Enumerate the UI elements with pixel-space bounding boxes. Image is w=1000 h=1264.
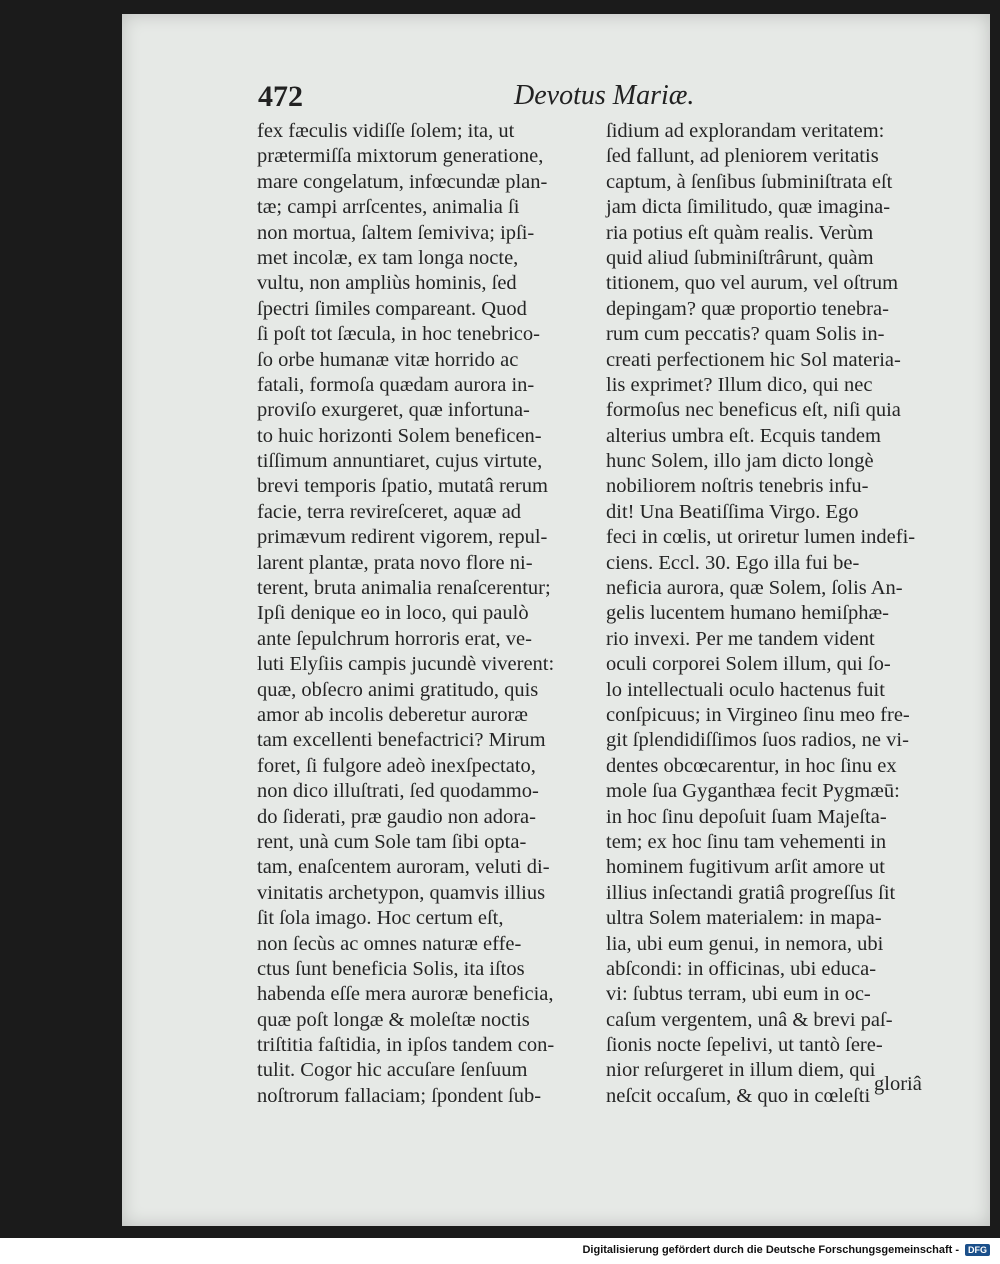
text-line: caſum vergentem, unâ & brevi paſ- <box>606 1008 893 1031</box>
text-line: lo intellectuali oculo hactenus fuit <box>606 678 885 701</box>
text-line: facie, terra revireſceret, aquæ ad <box>257 500 522 523</box>
text-line: met incolæ, ex tam longa nocte, <box>257 246 519 269</box>
text-line: primævum redirent vigorem, repul- <box>257 526 548 549</box>
text-line: ultra Solem materialem: in mapa- <box>606 907 882 930</box>
text-line: formoſus nec beneficus eſt, niſi quia <box>606 399 901 422</box>
text-line: lis exprimet? Illum dico, qui nec <box>606 373 873 396</box>
text-line: foret, ſi fulgore adeò inexſpectato, <box>257 754 536 777</box>
text-line: tam, enaſcentem auroram, veluti di- <box>257 856 550 879</box>
text-line: neficia aurora, quæ Solem, ſolis An- <box>606 577 903 600</box>
text-line: alterius umbra eſt. Ecquis tandem <box>606 424 881 447</box>
text-line: rum cum peccatis? quam Solis in- <box>606 323 885 346</box>
text-line: nobiliorem noſtris tenebris infu- <box>606 475 869 498</box>
text-line: feci in cœlis, ut oriretur lumen indefi- <box>606 526 916 549</box>
text-line: habenda eſſe mera auroræ beneficia, <box>257 983 554 1006</box>
text-line: luti Elyſiis campis jucundè viverent: <box>257 653 555 676</box>
text-line: dentes obcœcarentur, in hoc ſinu ex <box>606 754 897 777</box>
text-line: oculi corporei Solem illum, qui ſo- <box>606 653 891 676</box>
text-line: do ſiderati, præ gaudio non adora- <box>257 805 536 828</box>
text-line: ſed fallunt, ad pleniorem veritatis <box>606 145 879 168</box>
text-line: tem; ex hoc ſinu tam vehementi in <box>606 830 887 853</box>
text-line: proviſo exurgeret, quæ infortuna- <box>257 399 530 422</box>
text-line: tiſſimum annuntiaret, cujus virtute, <box>257 450 543 473</box>
text-line: noſtrorum fallaciam; ſpondent ſub- <box>257 1084 542 1107</box>
text-line: nior reſurgeret in illum diem, qui <box>606 1059 876 1082</box>
text-line: ſidium ad explorandam veritatem: <box>606 120 885 142</box>
text-line: in hoc ſinu depoſuit ſuam Majeſta- <box>606 805 887 828</box>
text-line: ſi poſt tot ſæcula, in hoc tenebrico- <box>257 323 540 346</box>
text-line: mole ſua Gyganthæa fecit Pygmæū: <box>606 780 900 803</box>
text-line: jam dicta ſimilitudo, quæ imagina- <box>606 196 891 219</box>
text-line: titionem, quo vel aurum, vel oſtrum <box>606 272 899 295</box>
text-line: quæ, obſecro animi gratitudo, quis <box>257 678 539 701</box>
text-line: ſionis nocte ſepelivi, ut tantò ſere- <box>606 1034 883 1057</box>
text-line: to huic horizonti Solem beneficen- <box>257 424 542 447</box>
text-line: tam excellenti benefactrici? Mirum <box>257 729 546 752</box>
text-line: ciens. Eccl. 30. Ego illa fui be- <box>606 551 860 574</box>
text-line: git ſplendidiſſimos ſuos radios, ne vi- <box>606 729 909 752</box>
text-line: ſpectri ſimiles compareant. Quod <box>257 297 527 320</box>
text-line: abſcondi: in officinas, ubi educa- <box>606 957 877 980</box>
text-line: quid aliud ſubminiſtrârunt, quàm <box>606 246 874 269</box>
footer <box>582 1244 990 1256</box>
text-line: prætermiſſa mixtorum generatione, <box>257 145 544 168</box>
text-line: ctus ſunt beneficia Solis, ita iſtos <box>257 957 525 980</box>
page-header <box>258 80 698 120</box>
text-line: ſo orbe humanæ vitæ horrido ac <box>257 348 519 371</box>
text-line: ſit ſola imago. Hoc certum eſt, <box>257 907 504 930</box>
text-line: ante ſepulchrum horroris erat, ve- <box>257 627 532 650</box>
text-line: ria potius eſt quàm realis. Verùm <box>606 221 874 244</box>
text-line: dit! Una Beatiſſima Virgo. Ego <box>606 500 859 523</box>
text-line: vi: ſubtus terram, ubi eum in oc- <box>606 983 871 1006</box>
text-line: illius inſectandi gratiâ progreſſus ſit <box>606 881 896 904</box>
text-line: creati perfectionem hic Sol materia- <box>606 348 901 371</box>
dfg-logo-icon: DFG <box>965 1244 990 1256</box>
text-line: captum, à ſenſibus ſubminiſtrata eſt <box>606 170 893 193</box>
text-line: mare congelatum, infœcundæ plan- <box>257 170 548 193</box>
text-line: rent, unà cum Sole tam ſibi opta- <box>257 830 527 853</box>
text-line: terent, bruta animalia renaſcerentur; <box>257 577 551 600</box>
text-line: larent plantæ, prata novo flore ni- <box>257 551 533 574</box>
text-line: non dico illuſtrati, ſed quodammo- <box>257 780 539 803</box>
text-line: depingam? quæ proportio tenebra- <box>606 297 889 320</box>
text-line: brevi temporis ſpatio, mutatâ rerum <box>257 475 548 498</box>
page-number: 472 <box>258 80 303 113</box>
text-line: vinitatis archetypon, quamvis illius <box>257 881 546 904</box>
text-line: tulit. Cogor hic accuſare ſenſuum <box>257 1059 528 1082</box>
text-line: gelis lucentem humano hemiſphæ- <box>606 602 889 625</box>
text-line: amor ab incolis deberetur auroræ <box>257 703 528 726</box>
text-line: non mortua, ſaltem ſemiviva; ipſi- <box>257 221 535 244</box>
text-line: conſpicuus; in Virgineo ſinu meo fre- <box>606 703 910 726</box>
text-line: fatali, formoſa quædam aurora in- <box>257 373 535 396</box>
text-line: hunc Solem, illo jam dicto longè <box>606 450 874 473</box>
text-line: fex fæculis vidiſſe ſolem; ita, ut <box>257 120 515 142</box>
text-line: neſcit occaſum, & quo in cœleſti <box>606 1084 871 1107</box>
text-line: quæ poſt longæ & moleſtæ noctis <box>257 1008 530 1031</box>
text-line: Ipſi denique eo in loco, qui paulò <box>257 602 529 625</box>
text-line: tæ; campi arrſcentes, animalia ſi <box>257 196 520 219</box>
text-line: hominem fugitivum arſit amore ut <box>606 856 885 879</box>
right-text-column <box>606 119 932 1109</box>
text-line: rio invexi. Per me tandem vident <box>606 627 875 650</box>
text-line: triſtitia faſtidia, in ipſos tandem con- <box>257 1034 555 1057</box>
left-text-column <box>257 119 587 1109</box>
text-line: non ſecùs ac omnes naturæ effe- <box>257 932 522 955</box>
text-line: lia, ubi eum genui, in nemora, ubi <box>606 932 884 955</box>
catchword: gloriâ <box>874 1073 922 1095</box>
text-line: vultu, non ampliùs hominis, ſed <box>257 272 517 295</box>
running-title: Devotus Mariæ. <box>514 80 695 111</box>
footer-credit: Digitalisierung gefördert durch die Deutsche Forschungsgemeinschaft - <box>582 1244 959 1256</box>
